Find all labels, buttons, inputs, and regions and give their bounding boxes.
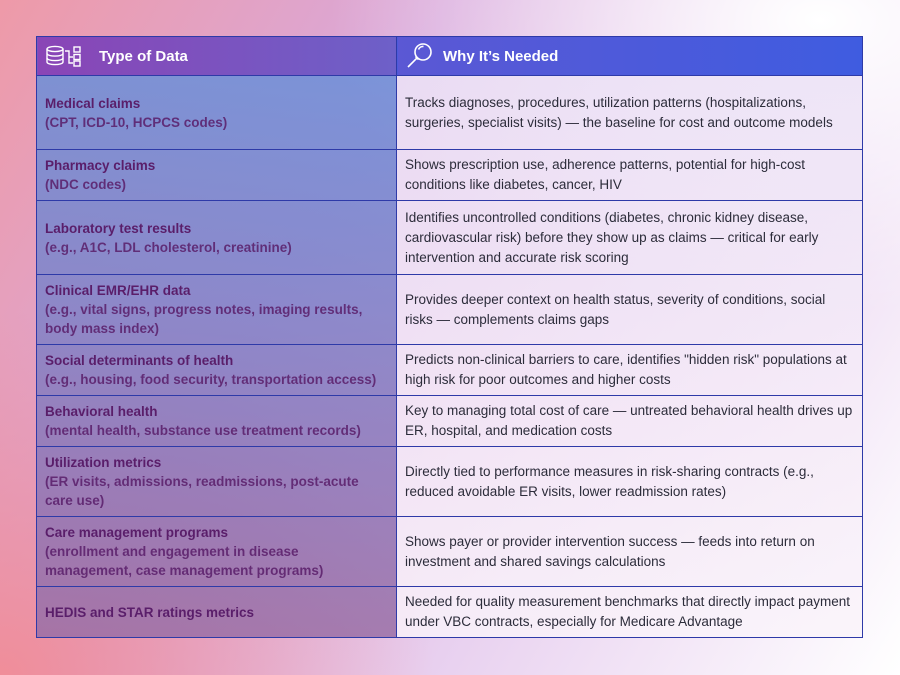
header-col2-label: Why It’s Needed bbox=[443, 47, 559, 65]
table-header-row bbox=[37, 37, 863, 76]
why-needed-cell: Identifies uncontrolled conditions (diabetes, chronic kidney disease, cardiovascular risk) before they show up as claims — critical for early intervention and accurate risk scoring bbox=[397, 201, 863, 275]
why-needed-cell: Key to managing total cost of care — untreated behavioral health drives up ER, hospital, and medication costs bbox=[397, 396, 863, 447]
database-icon bbox=[45, 45, 91, 67]
data-type-detail: (ER visits, admissions, readmissions, post-acute care use) bbox=[45, 474, 359, 508]
data-type-detail: (enrollment and engagement in disease management, case management programs) bbox=[45, 544, 324, 578]
data-type-detail: (mental health, substance use treatment records) bbox=[45, 423, 361, 438]
data-type-cell bbox=[37, 345, 397, 396]
table-row bbox=[37, 275, 863, 345]
why-needed-cell: Needed for quality measurement benchmarks that directly impact payment under VBC contracts, especially for Medicare Advantage bbox=[397, 587, 863, 638]
table-row bbox=[37, 201, 863, 275]
data-type-cell bbox=[37, 150, 397, 201]
header-type-of-data bbox=[37, 37, 397, 76]
data-type-detail: (NDC codes) bbox=[45, 177, 127, 192]
data-type-cell bbox=[37, 76, 397, 150]
why-needed-cell: Directly tied to performance measures in risk-sharing contracts (e.g., reduced avoidable ER visits, lower readmission rates) bbox=[397, 447, 863, 517]
data-type-title: Utilization metrics bbox=[45, 455, 162, 470]
table-row bbox=[37, 587, 863, 638]
header-col1-label: Type of Data bbox=[99, 47, 188, 65]
data-type-cell bbox=[37, 396, 397, 447]
data-type-title: Behavioral health bbox=[45, 404, 158, 419]
data-requirements-table bbox=[36, 36, 863, 638]
table-row bbox=[37, 76, 863, 150]
data-type-cell bbox=[37, 587, 397, 638]
data-type-detail: (e.g., A1C, LDL cholesterol, creatinine) bbox=[45, 239, 292, 255]
header-why-needed bbox=[397, 37, 863, 76]
why-needed-cell: Shows prescription use, adherence patterns, potential for high-cost conditions like diabetes, cancer, HIV bbox=[397, 150, 863, 201]
data-type-title: Care management programs bbox=[45, 525, 229, 540]
data-type-cell bbox=[37, 201, 397, 275]
data-type-title: HEDIS and STAR ratings metrics bbox=[45, 604, 255, 620]
why-needed-cell: Provides deeper context on health status, severity of conditions, social risks — complements claims gaps bbox=[397, 275, 863, 345]
data-type-title: Medical claims bbox=[45, 95, 141, 111]
table-row bbox=[37, 447, 863, 517]
why-needed-cell: Shows payer or provider intervention success — feeds into return on investment and shared savings calculations bbox=[397, 517, 863, 587]
data-type-title: Social determinants of health bbox=[45, 353, 234, 368]
table-row bbox=[37, 150, 863, 201]
table-row bbox=[37, 396, 863, 447]
data-type-detail: (CPT, ICD-10, HCPCS codes) bbox=[45, 114, 228, 130]
why-needed-cell: Predicts non-clinical barriers to care, identifies "hidden risk" populations at high risk for poor outcomes and higher costs bbox=[397, 345, 863, 396]
data-type-cell bbox=[37, 447, 397, 517]
why-needed-cell: Tracks diagnoses, procedures, utilization patterns (hospitalizations, surgeries, specialist visits) — the baseline for cost and outcome models bbox=[397, 76, 863, 150]
data-type-detail: (e.g., housing, food security, transportation access) bbox=[45, 372, 377, 387]
magnifier-icon bbox=[405, 41, 435, 71]
data-type-title: Clinical EMR/EHR data bbox=[45, 283, 191, 298]
data-type-cell bbox=[37, 517, 397, 587]
data-type-title: Laboratory test results bbox=[45, 220, 192, 236]
data-type-title: Pharmacy claims bbox=[45, 158, 156, 173]
table-row bbox=[37, 517, 863, 587]
data-type-cell bbox=[37, 275, 397, 345]
data-type-detail: (e.g., vital signs, progress notes, imaging results, body mass index) bbox=[45, 302, 363, 336]
table-row bbox=[37, 345, 863, 396]
